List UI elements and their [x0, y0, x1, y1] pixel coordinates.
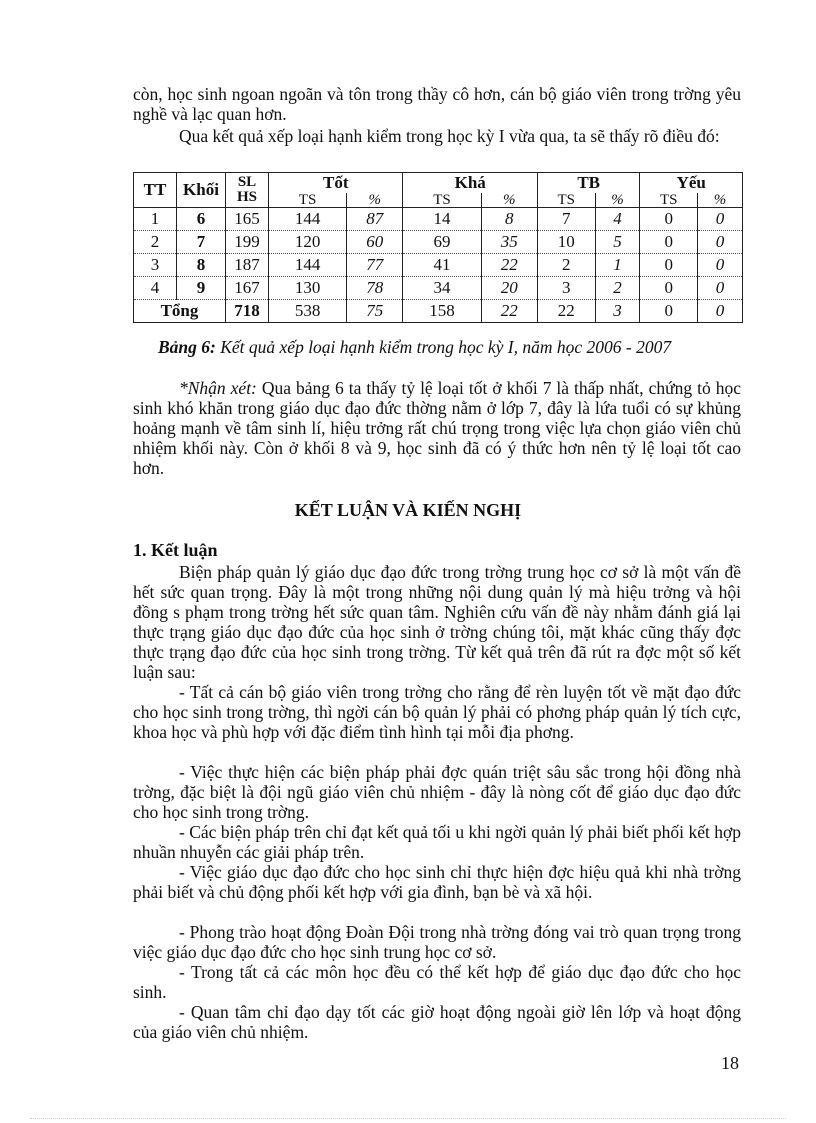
subheader-pct: %: [481, 193, 537, 208]
cell-total-yeu-pct: 0: [698, 300, 743, 323]
cell-tot-ts: 120: [269, 231, 347, 254]
cell-total-yeu-ts: 0: [640, 300, 698, 323]
cell-tb-ts: 10: [537, 231, 595, 254]
header-yeu: Yếu: [640, 173, 743, 194]
subheader-pct: %: [347, 193, 403, 208]
table-row: [134, 277, 743, 300]
cell-tot-ts: 144: [269, 208, 347, 231]
page-number: 18: [721, 1053, 739, 1073]
header-tot: Tốt: [269, 173, 403, 194]
conclusion-bullet: - Tất cả cán bộ giáo viên trong trờng cho rằng để rèn luyện tốt về mặt đạo đức cho học sinh trong trờng, thì ngời cán bộ quản lý phải có phơng pháp quản lý tích cực, khoa học và phù hợp với đặc điểm tình hình tại mỗi địa phơng.: [133, 682, 741, 742]
conclusion-bullet: - Việc thực hiện các biện pháp phải đợc quán triệt sâu sắc trong hội đồng nhà trờng, đặc biệt là đội ngũ giáo viên chủ nhiệm - đây là nòng cốt để giáo dục đạo đức cho học sinh trong trờng.: [133, 762, 741, 822]
cell-total-tb-ts: 22: [537, 300, 595, 323]
table-row: [134, 208, 743, 231]
cell-tb-pct: 2: [595, 277, 640, 300]
conclusion-bullet: - Quan tâm chỉ đạo dạy tốt các giờ hoạt động ngoài giờ lên lớp và hoạt động của giáo viên chủ nhiệm.: [133, 1002, 741, 1042]
header-kha: Khá: [403, 173, 537, 194]
caption-label: Bảng 6:: [158, 337, 216, 357]
conclusion-bullet: - Các biện pháp trên chỉ đạt kết quả tối u khi ngời quản lý phải biết phối kết hợp nhuần nhuyễn các giải pháp trên.: [133, 822, 741, 862]
cell-khoi: 8: [177, 254, 226, 277]
header-slhs: SL HS: [226, 173, 269, 208]
conclusion-bullet: - Phong trào hoạt động Đoàn Đội trong nhà trờng đóng vai trò quan trọng trong việc giáo dục đạo đức cho học sinh trung học cơ sở.: [133, 922, 741, 962]
table-row: [134, 231, 743, 254]
cell-kha-pct: 35: [481, 231, 537, 254]
cell-kha-ts: 41: [403, 254, 481, 277]
conduct-results-table: [133, 172, 743, 323]
subheader-ts: TS: [403, 193, 481, 208]
cell-yeu-ts: 0: [640, 254, 698, 277]
footer-divider: [30, 1118, 786, 1119]
remark-text: Qua bảng 6 ta thấy tỷ lệ loại tốt ở khối 7 là thấp nhất, chứng tỏ học sinh khó khăn trong giáo dục đạo đức thờng nằm ở lớp 7, đây là lứa tuổi có sự khủng hoảng mạnh về tâm sinh lí, hiệu trởng rất chú trọng trong việc lựa chọn giáo viên chủ nhiệm khối này. Còn ở khối 8 và 9, học sinh đã có ý thức hơn nên tỷ lệ loại tốt cao hơn.: [133, 378, 741, 478]
cell-total-sl: 718: [226, 300, 269, 323]
cell-tb-pct: 4: [595, 208, 640, 231]
cell-sl: 199: [226, 231, 269, 254]
cell-tb-ts: 2: [537, 254, 595, 277]
cell-sl: 187: [226, 254, 269, 277]
table-caption: [158, 337, 671, 358]
cell-total-tb-pct: 3: [595, 300, 640, 323]
subheader-pct: %: [595, 193, 640, 208]
cell-yeu-ts: 0: [640, 277, 698, 300]
cell-total-tot-ts: 538: [269, 300, 347, 323]
subheader-pct: %: [698, 193, 743, 208]
cell-tot-pct: 87: [347, 208, 403, 231]
cell-yeu-pct: 0: [698, 231, 743, 254]
cell-kha-ts: 14: [403, 208, 481, 231]
cell-yeu-pct: 0: [698, 254, 743, 277]
cell-tt: 1: [134, 208, 177, 231]
cell-kha-pct: 8: [481, 208, 537, 231]
cell-khoi: 9: [177, 277, 226, 300]
cell-tot-ts: 130: [269, 277, 347, 300]
remark-paragraph: [133, 378, 741, 478]
cell-total-kha-ts: 158: [403, 300, 481, 323]
cell-kha-pct: 22: [481, 254, 537, 277]
header-tt: TT: [134, 173, 177, 208]
table-row: [134, 254, 743, 277]
cell-sl: 165: [226, 208, 269, 231]
cell-tot-ts: 144: [269, 254, 347, 277]
cell-tot-pct: 78: [347, 277, 403, 300]
cell-tt: 3: [134, 254, 177, 277]
remark-label: *Nhận xét:: [179, 378, 257, 398]
cell-tb-pct: 5: [595, 231, 640, 254]
caption-text: Kết quả xếp loại hạnh kiểm trong học kỳ I, năm học 2006 - 2007: [215, 337, 672, 357]
cell-yeu-pct: 0: [698, 208, 743, 231]
table-header-row: [134, 173, 743, 194]
subheader-ts: TS: [640, 193, 698, 208]
subheader-ts: TS: [537, 193, 595, 208]
subsection-heading: 1. Kết luận: [133, 540, 218, 560]
cell-total-tot-pct: 75: [347, 300, 403, 323]
cell-yeu-pct: 0: [698, 277, 743, 300]
conclusion-bullet: - Việc giáo dục đạo đức cho học sinh chỉ thực hiện đợc hiệu quả khi nhà trờng phải biết và chủ động phối kết hợp với gia đình, bạn bè và xã hội.: [133, 862, 741, 902]
conclusion-bullet: - Trong tất cả các môn học đều có thể kết hợp để giáo dục đạo đức cho học sinh.: [133, 962, 741, 1002]
cell-kha-ts: 69: [403, 231, 481, 254]
cell-tb-pct: 1: [595, 254, 640, 277]
cell-kha-pct: 20: [481, 277, 537, 300]
cell-khoi: 6: [177, 208, 226, 231]
intro-lead-paragraph: Qua kết quả xếp loại hạnh kiểm trong học kỳ I vừa qua, ta sẽ thấy rõ điều đó:: [179, 126, 720, 146]
table-total-row: [134, 300, 743, 323]
cell-sl: 167: [226, 277, 269, 300]
cell-total-kha-pct: 22: [481, 300, 537, 323]
cell-yeu-ts: 0: [640, 231, 698, 254]
cell-khoi: 7: [177, 231, 226, 254]
cell-tb-ts: 7: [537, 208, 595, 231]
cell-total-label: Tổng: [134, 300, 226, 323]
cell-tt: 2: [134, 231, 177, 254]
cell-tot-pct: 77: [347, 254, 403, 277]
cell-tb-ts: 3: [537, 277, 595, 300]
conclusion-paragraph: Biện pháp quản lý giáo dục đạo đức trong trờng trung học cơ sở là một vấn đề hết sức quan trọng. Đây là một trong những nội dung quản lý mà hiệu trởng và hội đồng s phạm trong trờng hết sức quan tâm. Nghiên cứu vấn đề này nhằm đánh giá lại thực trạng giáo dục đạo đức của học sinh ở trờng chúng tôi, mặt khác cũng thấy đợc thực trạng đạo đức của học sinh trong trờng. Từ kết quả trên đã rút ra đợc một số kết luận sau:: [133, 562, 741, 682]
cell-tot-pct: 60: [347, 231, 403, 254]
cell-kha-ts: 34: [403, 277, 481, 300]
subheader-ts: TS: [269, 193, 347, 208]
intro-paragraph: còn, học sinh ngoan ngoãn và tôn trong thầy cô hơn, cán bộ giáo viên trong trờng yêu nghề và lạc quan hơn.: [133, 84, 741, 124]
section-heading: KẾT LUẬN VÀ KIẾN NGHỊ: [294, 500, 522, 520]
header-khoi: Khối: [177, 173, 226, 208]
cell-yeu-ts: 0: [640, 208, 698, 231]
header-tb: TB: [537, 173, 640, 194]
cell-tt: 4: [134, 277, 177, 300]
